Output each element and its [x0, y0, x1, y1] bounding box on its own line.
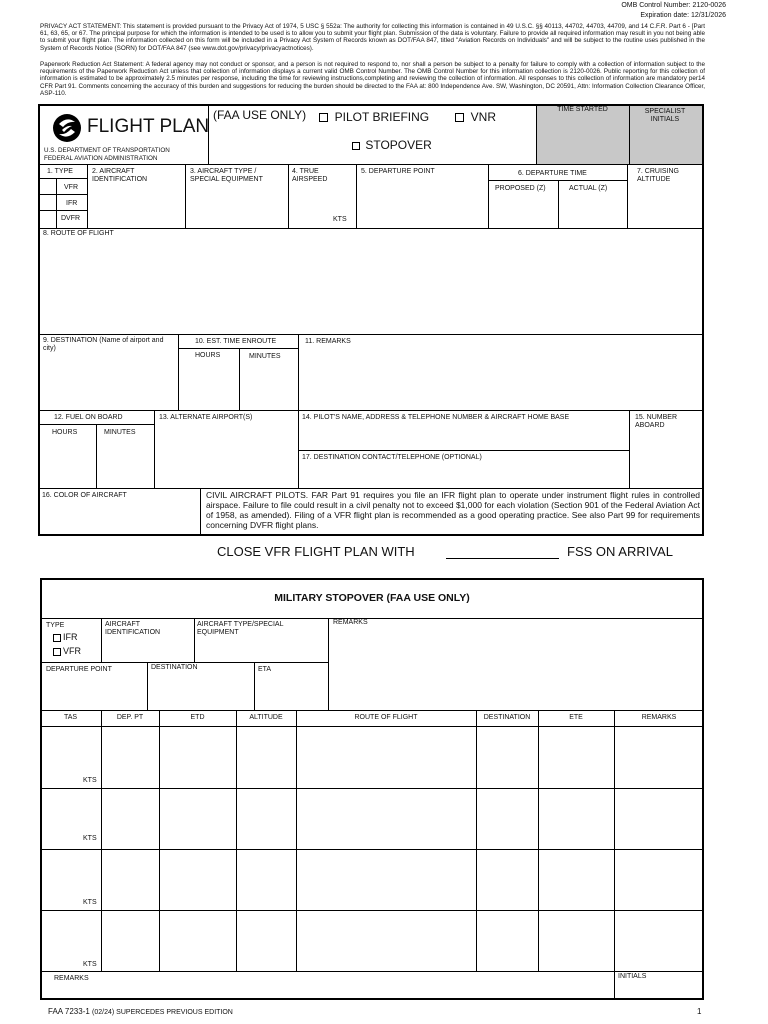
aircraft-type-label: 3. AIRCRAFT TYPE / SPECIAL EQUIPMENT [190, 168, 263, 183]
enroute-minutes-field[interactable] [240, 364, 297, 409]
type-dvfr-option[interactable]: DVFR [61, 215, 81, 222]
mil-departure-point-label: DEPARTURE POINT [46, 666, 112, 673]
departure-point-label: 5. DEPARTURE POINT [361, 168, 435, 175]
col-etd: ETD [190, 714, 205, 721]
row1-kts-unit: KTS [83, 777, 97, 784]
vnr-checkbox[interactable] [455, 113, 464, 122]
mil-remarks-field[interactable] [329, 630, 702, 709]
mil-ifr-option[interactable] [53, 633, 78, 643]
mil-departure-point-field[interactable] [42, 678, 146, 709]
fss-name-field[interactable] [446, 558, 559, 559]
mil-destination-label: DESTINATION [151, 664, 198, 671]
col-tas: TAS [63, 714, 78, 721]
remarks-field[interactable] [299, 350, 702, 409]
est-time-enroute-label: 10. EST. TIME ENROUTE [195, 338, 277, 345]
fuel-hours-field[interactable] [40, 440, 95, 487]
destination-contact-label: 17. DESTINATION CONTACT/TELEPHONE (OPTIONAL) [302, 454, 482, 461]
specialist-initials-label: SPECIALIST INITIALS [644, 108, 686, 124]
departure-time-label: 6. DEPARTURE TIME [518, 170, 587, 177]
pilot-name-label: 14. PILOT'S NAME, ADDRESS & TELEPHONE NUMBER & AIRCRAFT HOME BASE [302, 414, 570, 421]
page-number: 1 [697, 1007, 702, 1016]
aircraft-type-field[interactable] [186, 188, 287, 227]
route-of-flight-label: 8. ROUTE OF FLIGHT [43, 230, 114, 237]
mil-bottom-remarks-label: REMARKS [54, 975, 89, 982]
pilot-briefing-checkbox[interactable] [319, 113, 328, 122]
proposed-time-label: PROPOSED (Z) [495, 185, 546, 192]
mil-initials-field[interactable] [615, 985, 702, 998]
privacy-act-statement: PRIVACY ACT STATEMENT: This statement is provided pursuant to the Privacy Act of 1974, 5 USC § 552a: The authority for collecting this information is contained in 49 U.S.C. §§ 40113, 44702, 44703, 44709, and 14 C.F.R. Part 6 - [Part 61, 63, 65, or 67. The principal purpose for which the information is intended to be used is to allow you to submit your flight plan. Submission of the data is voluntary. Failure to provide all required information may result in you not being able to submit your flight plan. The information collected on this form will be included in a Privacy Act System of Records known as DOT/FAA 847, titled "Aviation Records on Individuals" and will be subject to the routine uses published in the System of Records Notice (SORN) for DOT/FAA 847 (see www.dot.gov/privacy/privacyactnotices). [40, 23, 705, 52]
col-altitude: ALTITUDE [249, 714, 283, 721]
close-vfr-label: CLOSE VFR FLIGHT PLAN WITH [217, 544, 415, 559]
fuel-minutes-field[interactable] [97, 440, 153, 487]
fuel-hours-label: HOURS [52, 429, 78, 436]
row2-kts-unit: KTS [83, 835, 97, 842]
type-ifr-option[interactable]: IFR [66, 200, 78, 207]
col-remarks: REMARKS [641, 714, 677, 721]
expiration-date: Expiration date: 12/31/2026 [640, 12, 726, 19]
paperwork-reduction-statement: Paperwork Reduction Act Statement: A federal agency may not conduct or sponsor, and a person is not required to respond to, nor shall a person be subject to a penalty for failure to comply with a collection of information subject to the requirements of the Paperwork Reduction Act unless that collection of information displays a current valid OMB Control Number. The OMB Control Number for this information collection is 2120-0026. Public reporting for this collection of information is estimated to be approximately 2.5 minutes per response, including the time for reviewing instructions,completing and reviewing the collection of information. All responses to this collection of information are mandatory per14 CFR Part 91. Comments concerning the accuracy of this burden and suggestions for reducing the burden should be directed to the FAA at: 800 Independence Ave. SW, Washington, DC 20591, Attn: Information Collection Clearance Officer, ASP-110. [40, 61, 705, 97]
route-of-flight-field[interactable] [40, 240, 702, 332]
form-id: FAA 7233-1 [48, 1007, 90, 1016]
mil-ifr-label: IFR [63, 632, 78, 642]
form-number [48, 1007, 233, 1016]
proposed-time-field[interactable] [489, 195, 557, 227]
mil-vfr-label: VFR [63, 646, 81, 656]
destination-label: 9. DESTINATION (Name of airport and city) [43, 337, 164, 352]
aircraft-id-field[interactable] [88, 180, 184, 227]
military-stopover-title: MILITARY STOPOVER (FAA USE ONLY) [274, 592, 470, 604]
vnr-option[interactable] [455, 110, 496, 124]
row4-kts-unit: KTS [83, 961, 97, 968]
alternate-airport-field[interactable] [155, 424, 297, 487]
color-of-aircraft-label: 16. COLOR OF AIRCRAFT [42, 492, 127, 499]
stopover-option[interactable] [352, 138, 432, 152]
mil-aircraft-id-label: AIRCRAFT IDENTIFICATION [105, 621, 161, 636]
mil-vfr-option[interactable] [53, 647, 81, 657]
mil-initials-label: INITIALS [618, 973, 647, 980]
table-row[interactable] [42, 789, 702, 848]
mil-aircraft-type-field[interactable] [195, 640, 327, 661]
fss-on-arrival-label: FSS ON ARRIVAL [567, 544, 673, 559]
number-aboard-label: 15. NUMBER ABOARD [635, 414, 678, 429]
cruising-altitude-field[interactable] [628, 188, 702, 227]
civil-pilots-notice: CIVIL AIRCRAFT PILOTS. FAR Part 91 requires you file an IFR flight plan to operate under instrument flight rules in controlled airspace. Failure to file could result in a civil penalty not to exceed $1,000 for each violation (Section 901 of the Federal Aviation Act of 1958, as amended). Filing of a VFR flight plan is recommended as a good operating practice. See also Part 99 for requirements concerning DVFR flight plans. [206, 490, 700, 530]
mil-eta-field[interactable] [255, 678, 327, 709]
destination-field[interactable] [40, 356, 177, 409]
actual-time-label: ACTUAL (Z) [569, 185, 608, 192]
enroute-minutes-label: MINUTES [249, 353, 281, 360]
enroute-hours-field[interactable] [179, 364, 238, 409]
mil-eta-label: ETA [258, 666, 272, 673]
form-edition: (02/24) SUPERCEDES PREVIOUS EDITION [92, 1009, 233, 1016]
pilot-name-field[interactable] [299, 424, 628, 449]
mil-vfr-checkbox[interactable] [53, 648, 61, 656]
number-aboard-field[interactable] [630, 436, 702, 487]
vnr-label: VNR [470, 110, 497, 124]
table-row[interactable] [42, 850, 702, 909]
mil-aircraft-id-field[interactable] [102, 640, 193, 661]
true-airspeed-field[interactable] [289, 188, 355, 214]
dot-logo-icon [52, 113, 82, 143]
cruising-altitude-label: 7. CRUISING ALTITUDE [637, 168, 680, 183]
row3-kts-unit: KTS [83, 899, 97, 906]
mil-destination-field[interactable] [148, 676, 253, 709]
stopover-label: STOPOVER [365, 138, 432, 152]
fuel-on-board-label: 12. FUEL ON BOARD [54, 414, 123, 421]
col-route-of-flight: ROUTE OF FLIGHT [354, 714, 418, 721]
mil-bottom-remarks-field[interactable] [42, 985, 613, 998]
mil-type-label: TYPE [46, 622, 65, 629]
col-dep-pt: DEP. PT [116, 714, 144, 721]
table-row[interactable] [42, 727, 702, 787]
col-destination: DESTINATION [483, 714, 531, 721]
pilot-briefing-option[interactable] [319, 110, 429, 124]
form-title: FLIGHT PLAN [87, 116, 210, 137]
true-airspeed-label: 4. TRUE AIRSPEED [292, 168, 328, 183]
alternate-airport-label: 13. ALTERNATE AIRPORT(S) [159, 414, 253, 421]
fuel-minutes-label: MINUTES [104, 429, 136, 436]
remarks-label: 11. REMARKS [305, 338, 351, 345]
enroute-hours-label: HOURS [195, 352, 221, 359]
destination-contact-field[interactable] [299, 464, 628, 487]
type-vfr-option[interactable]: VFR [64, 184, 78, 191]
col-ete: ETE [569, 714, 583, 721]
color-of-aircraft-field[interactable] [40, 502, 199, 534]
aircraft-id-label: 2. AIRCRAFT IDENTIFICATION [92, 168, 148, 183]
mil-aircraft-type-label: AIRCRAFT TYPE/SPECIAL EQUIPMENT [197, 621, 284, 636]
omb-control-number: OMB Control Number: 2120-0026 [621, 2, 726, 9]
stopover-checkbox[interactable] [352, 142, 360, 150]
time-started-label: TIME STARTED [557, 106, 608, 113]
mil-remarks-label: REMARKS [333, 619, 368, 626]
table-row[interactable] [42, 911, 702, 970]
airspeed-kts-unit: KTS [333, 216, 347, 223]
actual-time-field[interactable] [559, 195, 626, 227]
time-started-box[interactable] [537, 106, 629, 164]
dept-line-2: FEDERAL AVIATION ADMINISTRATION [44, 155, 158, 162]
pilot-briefing-label: PILOT BRIEFING [334, 110, 430, 124]
departure-point-field[interactable] [357, 178, 487, 227]
dept-line-1: U.S. DEPARTMENT OF TRANSPORTATION [44, 147, 170, 154]
type-label: 1. TYPE [47, 168, 73, 175]
mil-ifr-checkbox[interactable] [53, 634, 61, 642]
faa-use-only-label: (FAA USE ONLY) [213, 108, 307, 122]
